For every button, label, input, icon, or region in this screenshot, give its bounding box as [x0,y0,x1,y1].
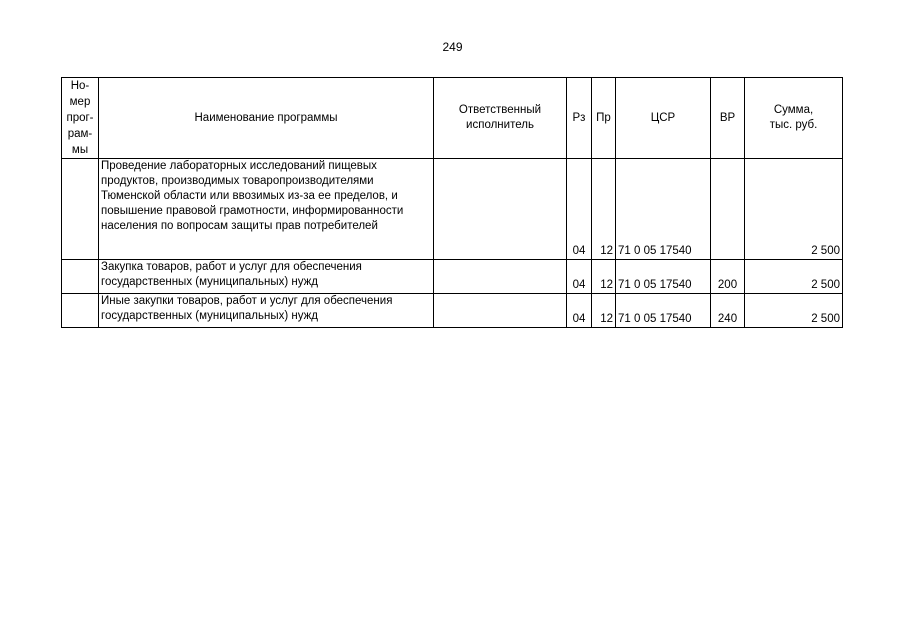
cell-sum: 2 500 [745,260,843,294]
cell-name: Проведение лабораторных исследований пищевых продуктов, производимых товаропроизводителями Тюменской области или ввозимых из-за ее пределов, и повышение правовой грамотности, информированности населения по вопросам защиты прав потребителей [99,159,434,260]
cell-rz: 04 [567,159,592,260]
cell-vr [711,159,745,260]
header-row [62,78,843,159]
table-row [62,159,843,260]
header-csr: ЦСР [616,78,711,159]
header-pr: Пр [592,78,616,159]
cell-pr: 12 [592,260,616,294]
cell-sum: 2 500 [745,159,843,260]
cell-name: Иные закупки товаров, работ и услуг для обеспечения государственных (муниципальных) нужд [99,294,434,328]
cell-rz: 04 [567,294,592,328]
cell-rz: 04 [567,260,592,294]
cell-num [62,294,99,328]
cell-csr: 71 0 05 17540 [616,159,711,260]
table-row [62,294,843,328]
table-row [62,260,843,294]
header-rz: Рз [567,78,592,159]
budget-table [61,77,843,328]
header-sum: Сумма, тыс. руб. [745,78,843,159]
cell-num [62,260,99,294]
cell-pr: 12 [592,294,616,328]
cell-executor [434,159,567,260]
cell-name: Закупка товаров, работ и услуг для обеспечения государственных (муниципальных) нужд [99,260,434,294]
cell-num [62,159,99,260]
cell-executor [434,260,567,294]
cell-vr: 240 [711,294,745,328]
header-program-name: Наименование программы [99,78,434,159]
cell-csr: 71 0 05 17540 [616,260,711,294]
cell-pr: 12 [592,159,616,260]
cell-executor [434,294,567,328]
header-vr: ВР [711,78,745,159]
page-number: 249 [442,40,463,54]
cell-csr: 71 0 05 17540 [616,294,711,328]
cell-sum: 2 500 [745,294,843,328]
header-executor: Ответственный исполнитель [434,78,567,159]
cell-vr: 200 [711,260,745,294]
header-program-number: Но- мер прог- рам- мы [62,78,99,159]
